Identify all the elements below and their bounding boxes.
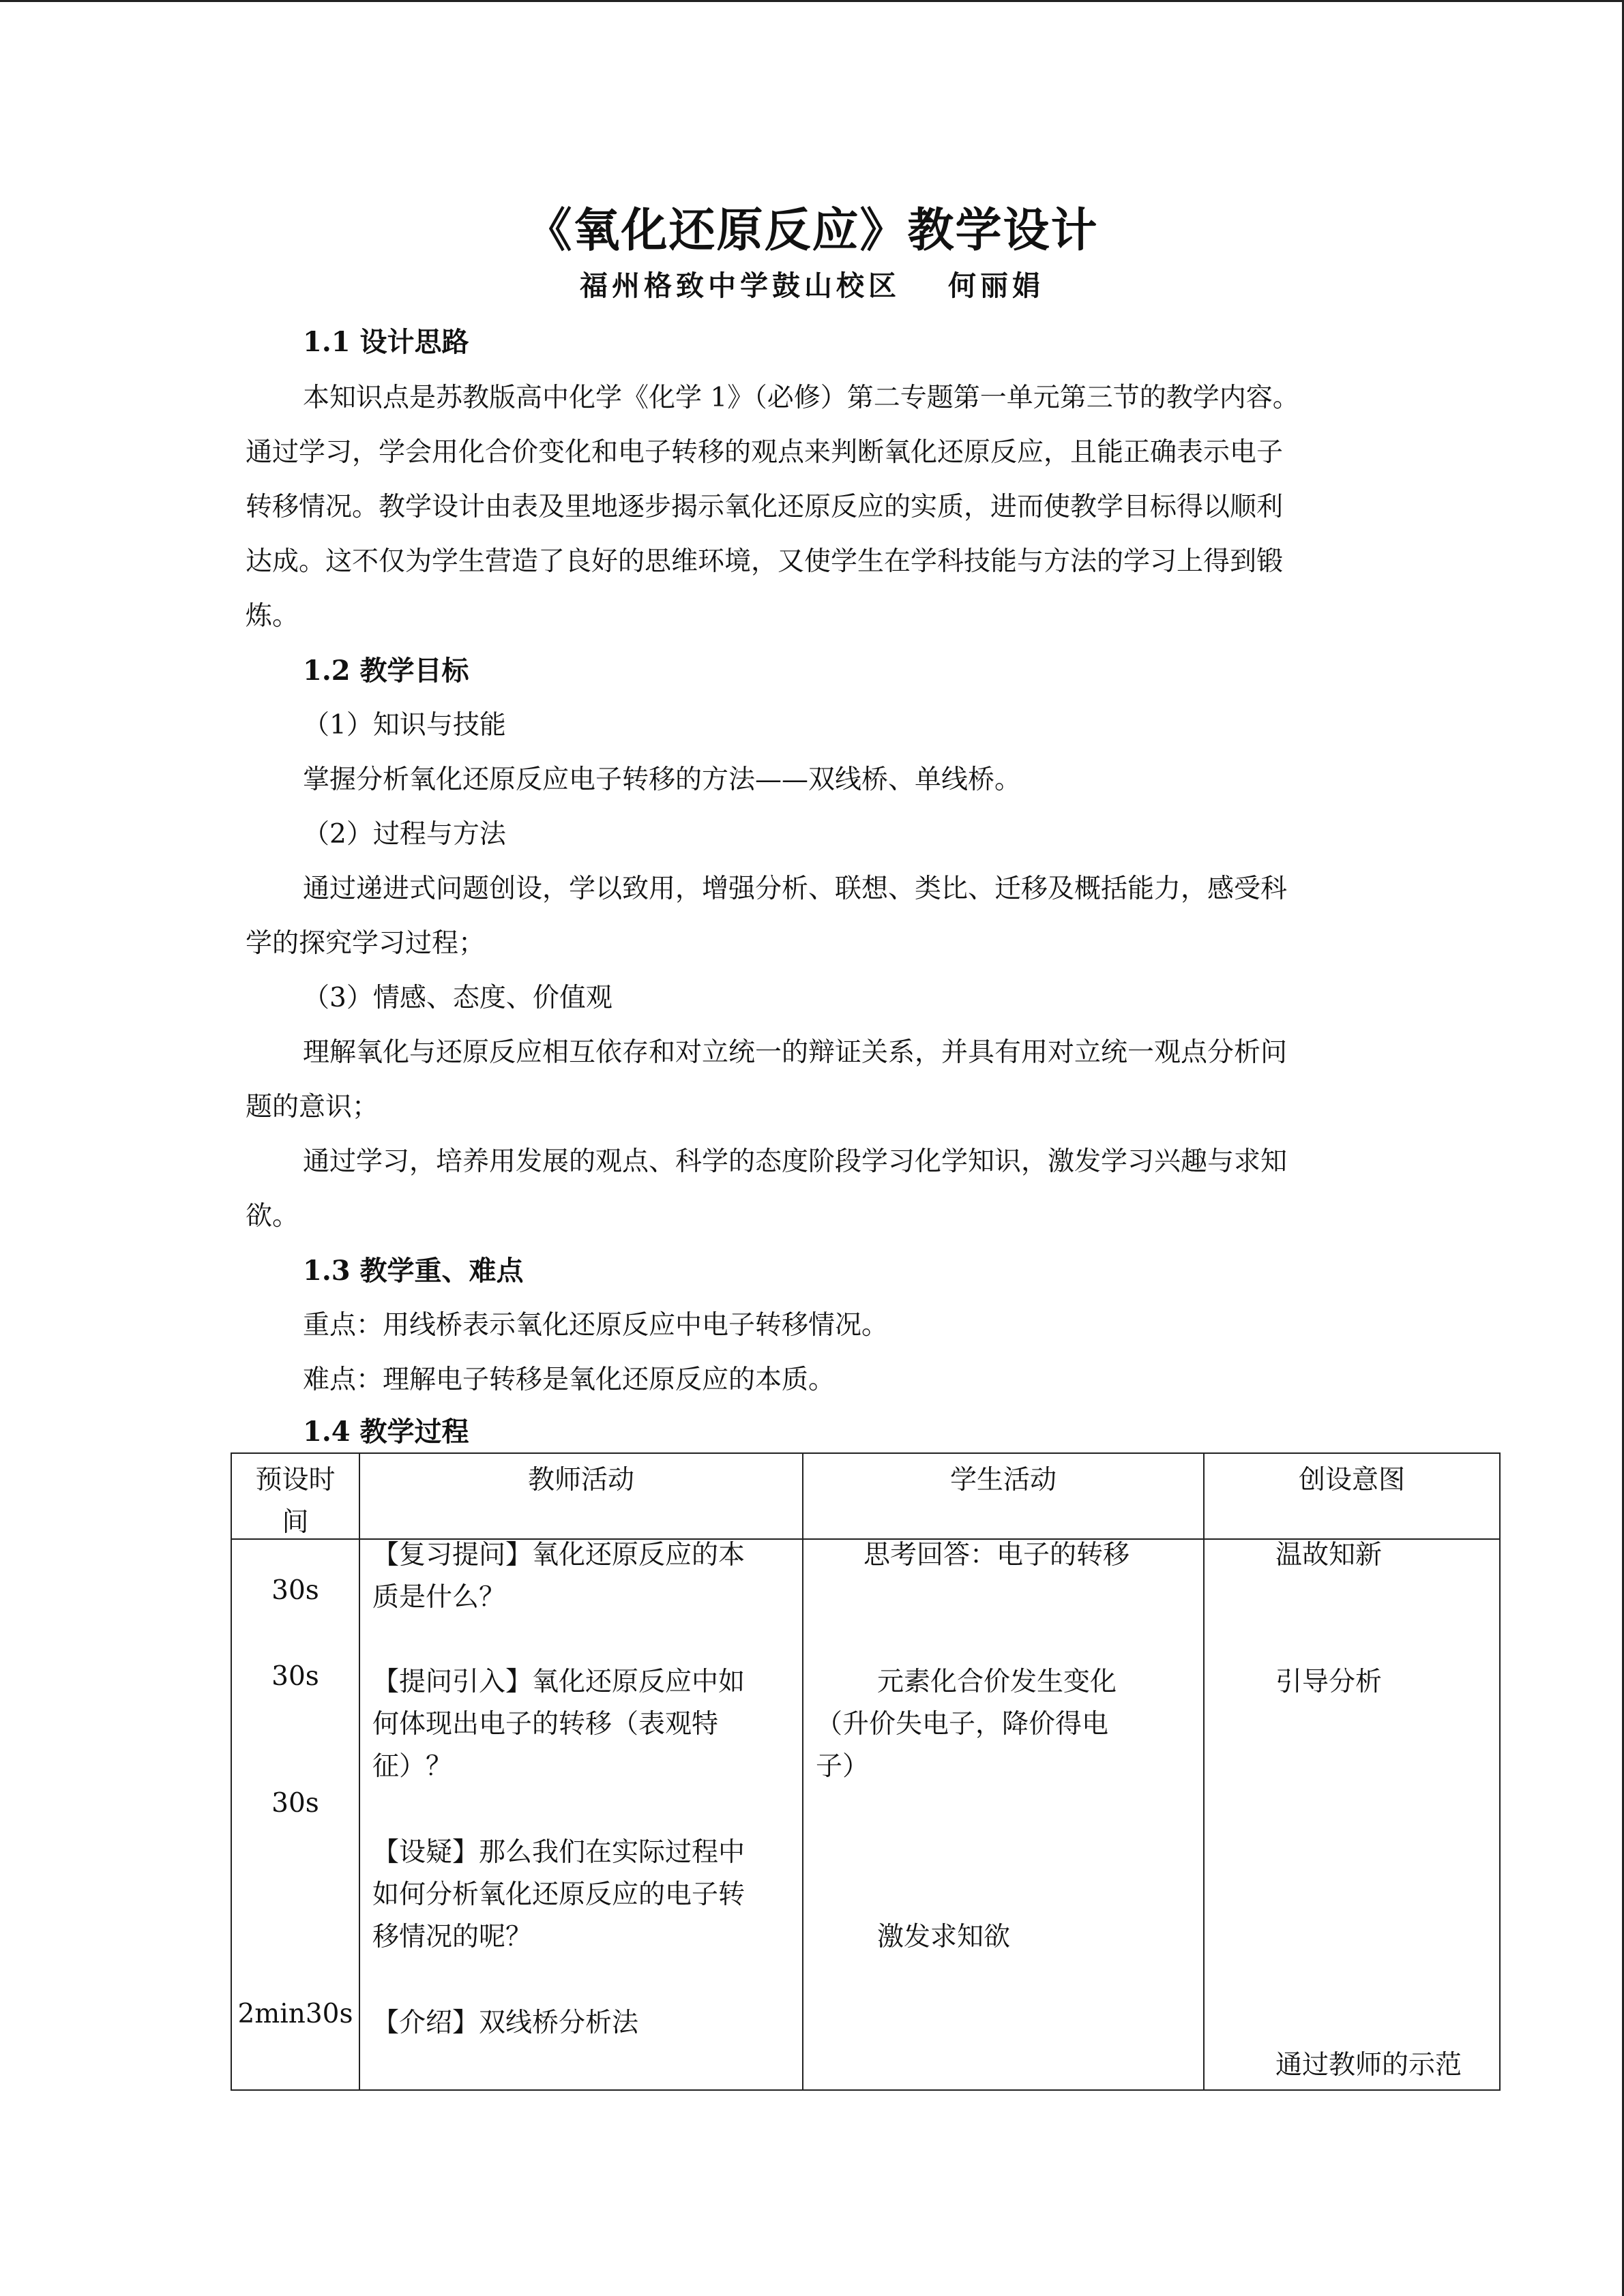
time-value: 30s bbox=[271, 1575, 319, 1606]
paragraph-line: 转移情况。教学设计由表及里地逐步揭示氧化还原反应的实质，进而使教学目标得以顺利 bbox=[246, 492, 1284, 522]
teaching-process-table bbox=[231, 1452, 1501, 2091]
student-activity-cell bbox=[803, 1539, 1204, 2090]
paragraph-line: 通过学习，学会用化合价变化和电子转移的观点来判断氧化还原反应，且能正确表示电子 bbox=[246, 437, 1284, 468]
section-heading-process: 1.4 教学过程 bbox=[303, 1416, 469, 1448]
teacher-activity-line: 【复习提问】氧化还原反应的本 bbox=[372, 1540, 745, 1570]
header-student-activity: 学生活动 bbox=[803, 1453, 1204, 1539]
student-activity-line: 元素化合价发生变化 bbox=[877, 1667, 1117, 1697]
student-activity-line: 激发求知欲 bbox=[877, 1922, 1011, 1952]
student-activity-line: 思考回答：电子的转移 bbox=[863, 1540, 1130, 1570]
table-header-row bbox=[231, 1453, 1500, 1539]
design-intent-cell bbox=[1204, 1539, 1500, 2090]
paragraph-line: 题的意识； bbox=[246, 1092, 379, 1122]
teacher-activity-line: 【设疑】那么我们在实际过程中 bbox=[372, 1837, 745, 1868]
teacher-activity-line: 质是什么？ bbox=[372, 1582, 506, 1613]
section-heading-key-points: 1.3 教学重、难点 bbox=[303, 1255, 524, 1287]
objective-subheading: （2）过程与方法 bbox=[303, 819, 506, 850]
document-subtitle bbox=[0, 263, 1624, 303]
paragraph-line: 炼。 bbox=[246, 601, 299, 631]
paragraph-line: 通过递进式问题创设，学以致用，增强分析、联想、类比、迁移及概括能力，感受科 bbox=[303, 874, 1288, 904]
key-point-line: 重点：用线桥表示氧化还原反应中电子转移情况。 bbox=[303, 1310, 889, 1341]
paragraph-line: 学的探究学习过程； bbox=[246, 928, 486, 959]
paragraph-line: 理解氧化与还原反应相互依存和对立统一的辩证关系，并具有用对立统一观点分析问 bbox=[303, 1037, 1288, 1068]
difficulty-line: 难点：理解电子转移是氧化还原反应的本质。 bbox=[303, 1365, 836, 1395]
author-name: 何丽娟 bbox=[948, 269, 1044, 302]
student-activity-line: 子） bbox=[816, 1751, 870, 1782]
teacher-activity-line: 如何分析氧化还原反应的电子转 bbox=[372, 1879, 745, 1910]
student-activity-line: （升价失电子，降价得电 bbox=[816, 1709, 1109, 1740]
design-intent-line: 引导分析 bbox=[1275, 1667, 1383, 1697]
section-heading-design-idea: 1.1 设计思路 bbox=[303, 326, 469, 358]
teacher-activity-line: 何体现出电子的转移（表观特 bbox=[372, 1709, 719, 1740]
time-value: 30s bbox=[271, 1661, 319, 1692]
header-teacher-activity: 教师活动 bbox=[359, 1453, 803, 1539]
objective-subheading: （1）知识与技能 bbox=[303, 710, 506, 741]
document-title: 《氧化还原反应》教学设计 bbox=[525, 204, 1099, 258]
teacher-activity-line: 征）？ bbox=[372, 1751, 453, 1782]
design-intent-line: 通过教师的示范 bbox=[1275, 2050, 1462, 2081]
header-time-line: 间 bbox=[282, 1507, 309, 1538]
paragraph-line: 本知识点是苏教版高中化学《化学 1》（必修）第二专题第一单元第三节的教学内容。 bbox=[303, 383, 1299, 413]
paragraph-line: 欲。 bbox=[246, 1201, 299, 1232]
teacher-activity-line: 【介绍】双线桥分析法 bbox=[372, 2008, 639, 2038]
paragraph-line: 通过学习，培养用发展的观点、科学的态度阶段学习化学知识，激发学习兴趣与求知 bbox=[303, 1146, 1288, 1177]
design-intent-line: 温故知新 bbox=[1275, 1540, 1383, 1570]
paragraph-line: 达成。这不仅为学生营造了良好的思维环境，又使学生在学科技能与方法的学习上得到锻 bbox=[246, 546, 1284, 577]
table-row bbox=[231, 1539, 1500, 2090]
paragraph-line: 掌握分析氧化还原反应电子转移的方法——双线桥、单线桥。 bbox=[303, 764, 1022, 795]
teacher-activity-line: 【提问引入】氧化还原反应中如 bbox=[372, 1667, 745, 1697]
objective-subheading: （3）情感、态度、价值观 bbox=[303, 983, 612, 1013]
header-time-line: 预设时 bbox=[255, 1465, 336, 1495]
time-cell bbox=[231, 1539, 359, 2090]
teacher-activity-line: 移情况的呢？ bbox=[372, 1922, 533, 1952]
header-design-intent: 创设意图 bbox=[1204, 1453, 1500, 1539]
time-value: 30s bbox=[271, 1788, 319, 1819]
section-heading-objectives: 1.2 教学目标 bbox=[303, 655, 469, 687]
time-value: 2min30s bbox=[237, 1999, 353, 2029]
teacher-activity-cell bbox=[359, 1539, 803, 2090]
header-time bbox=[231, 1453, 359, 1539]
school-name: 福州格致中学鼓山校区 bbox=[580, 269, 900, 302]
